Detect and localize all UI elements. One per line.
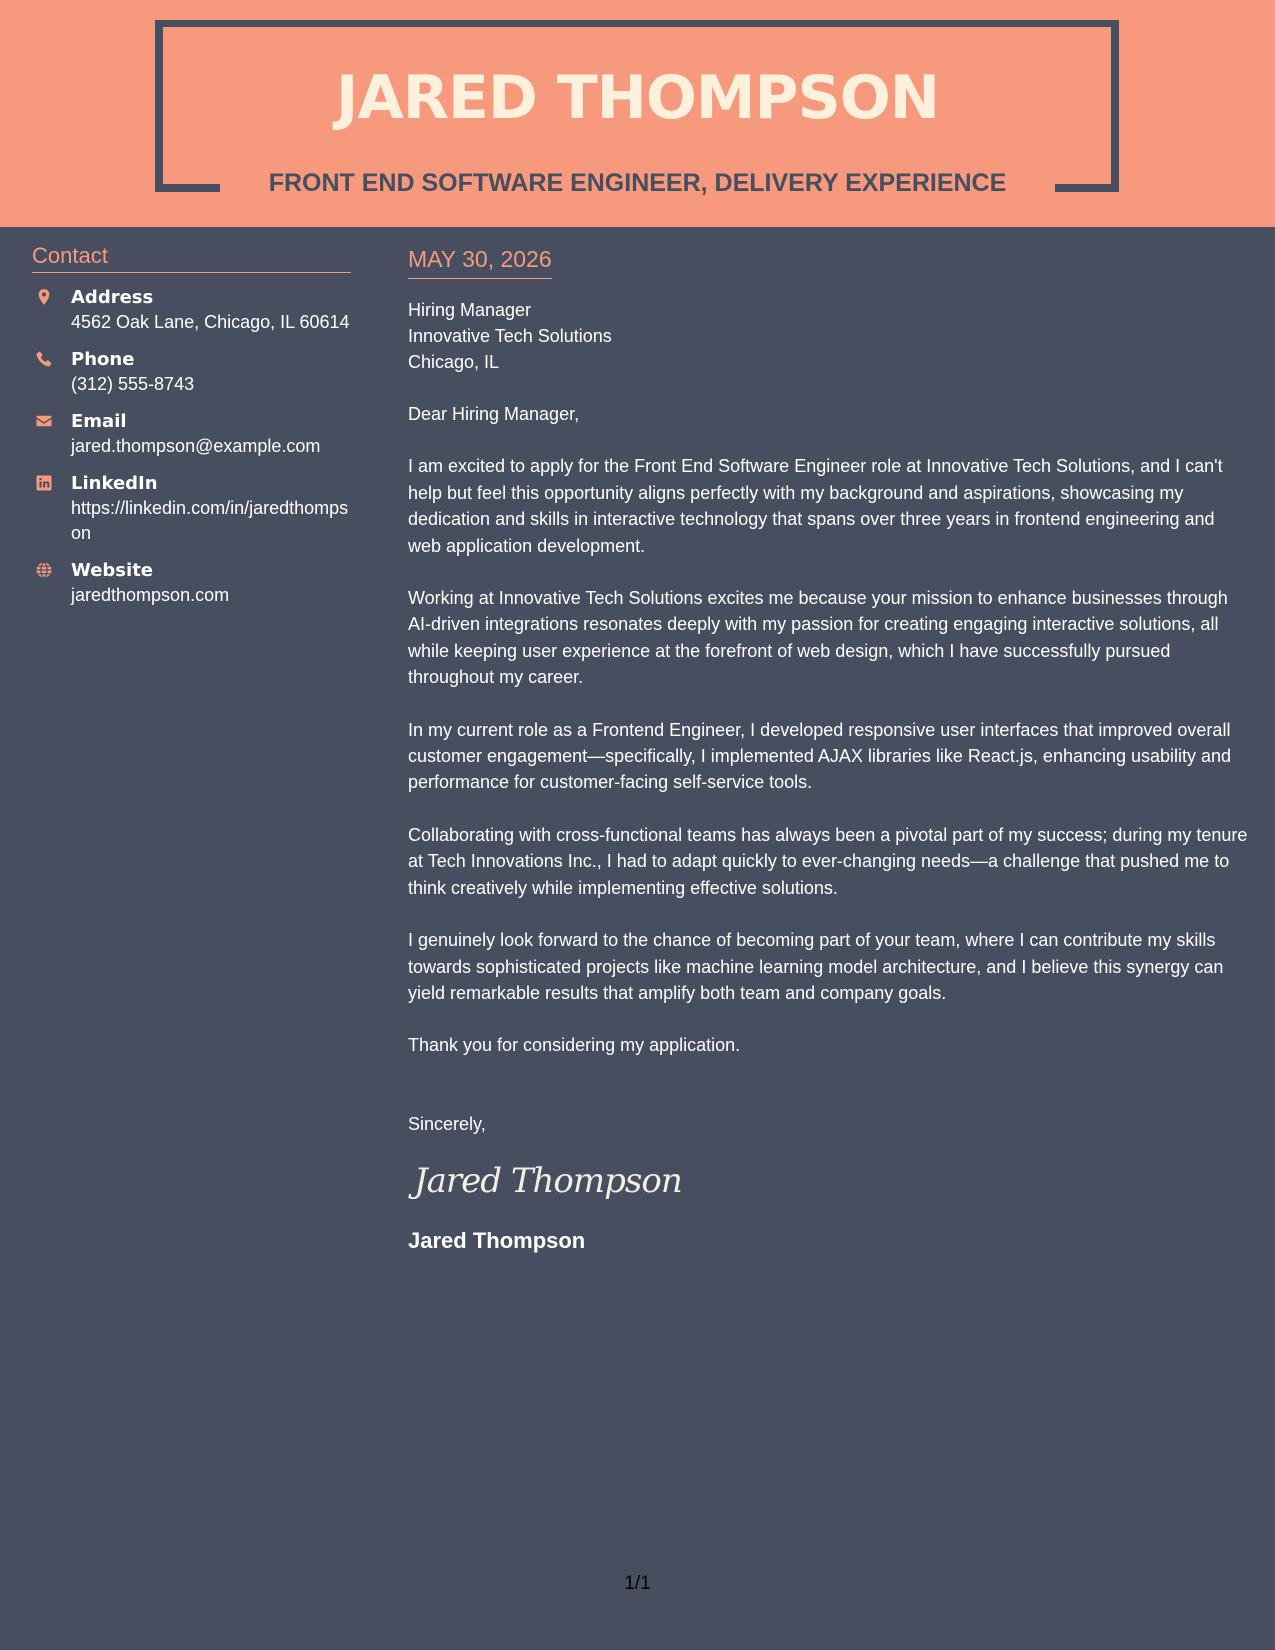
contact-item-address <box>32 285 351 335</box>
letter-paragraph: Collaborating with cross-functional teams has always been a pivotal part of my success; during my tenure at Tech Innovations Inc., I had to adapt quickly to ever-changing needs—a challenge that pushed me to think creatively while implementing effective solutions. <box>408 824 1248 898</box>
letter-text <box>408 401 1248 1059</box>
contact-label: LinkedIn <box>71 473 158 494</box>
contact-label: Website <box>71 560 154 581</box>
envelope-icon <box>35 412 53 430</box>
contact-value-email[interactable]: jared.thompson@example.com <box>71 436 321 456</box>
recipient-block <box>408 297 1248 375</box>
contact-item-email <box>32 409 351 459</box>
letter-paragraph: I am excited to apply for the Front End Software Engineer role at Innovative Tech Solutions, and I can't help but feel this opportunity aligns perfectly with my background and aspirations, showcasing my dedication and skills in interactive technology that spans over three years in frontend engineering and web application development. <box>408 456 1223 556</box>
globe-icon <box>35 561 53 579</box>
letter-paragraph: Working at Innovative Tech Solutions excites me because your mission to enhance businesses through AI-driven integrations resonates deeply with my passion for creating engaging interactive solutions, all while keeping user experience at the forefront of web design, which I have successfully pursued throughout my career. <box>408 588 1228 688</box>
letter-body <box>408 244 1248 1255</box>
recipient-line: Hiring Manager <box>408 300 532 320</box>
signed-name: Jared Thompson <box>408 1227 586 1253</box>
letter-paragraph: I genuinely look forward to the chance of becoming part of your team, where I can contribute my skills towards sophisticated projects like machine learning model architecture, and I believe this synergy can yield remarkable results that amplify both team and company goals. <box>408 930 1224 1003</box>
job-title: FRONT END SOFTWARE ENGINEER, DELIVERY EXPERIENCE <box>268 169 1007 197</box>
contact-value-linkedin[interactable]: https://linkedin.com/in/jaredthompson <box>71 498 349 543</box>
contact-value-website[interactable]: jaredthompson.com <box>71 585 230 605</box>
contact-item-linkedin <box>32 471 351 546</box>
header-frame-top <box>155 20 1119 27</box>
contact-label: Phone <box>71 349 135 370</box>
contact-value-phone: (312) 555-8743 <box>71 374 195 394</box>
salutation: Dear Hiring Manager, <box>408 404 580 424</box>
contact-sidebar <box>32 242 351 620</box>
letter-date: MAY 30, 2026 <box>408 244 552 279</box>
contact-item-website <box>32 558 351 608</box>
closing: Sincerely, <box>408 1113 486 1134</box>
contact-heading: Contact <box>32 242 351 273</box>
contact-label: Address <box>71 287 154 308</box>
recipient-line: Innovative Tech Solutions <box>408 326 612 346</box>
contact-item-phone <box>32 347 351 397</box>
map-pin-icon <box>35 288 53 306</box>
header-banner <box>0 0 1275 227</box>
contact-list <box>32 285 351 608</box>
contact-label: Email <box>71 411 127 432</box>
applicant-name: JARED THOMPSON <box>336 63 939 133</box>
page-number: 1/1 <box>624 1573 651 1594</box>
signature: Jared Thompson <box>414 1160 682 1201</box>
contact-value-address: 4562 Oak Lane, Chicago, IL 60614 <box>71 312 350 332</box>
letter-paragraph: In my current role as a Frontend Engineer, I developed responsive user interfaces that improved overall customer engagement—specifically, I implemented AJAX libraries like React.js, enhancing usability and performance for customer-facing self-service tools. <box>408 719 1232 793</box>
letter-paragraph: Thank you for considering my application. <box>408 1035 741 1056</box>
recipient-line: Chicago, IL <box>408 352 500 372</box>
phone-icon <box>35 350 53 368</box>
linkedin-icon <box>35 474 53 492</box>
